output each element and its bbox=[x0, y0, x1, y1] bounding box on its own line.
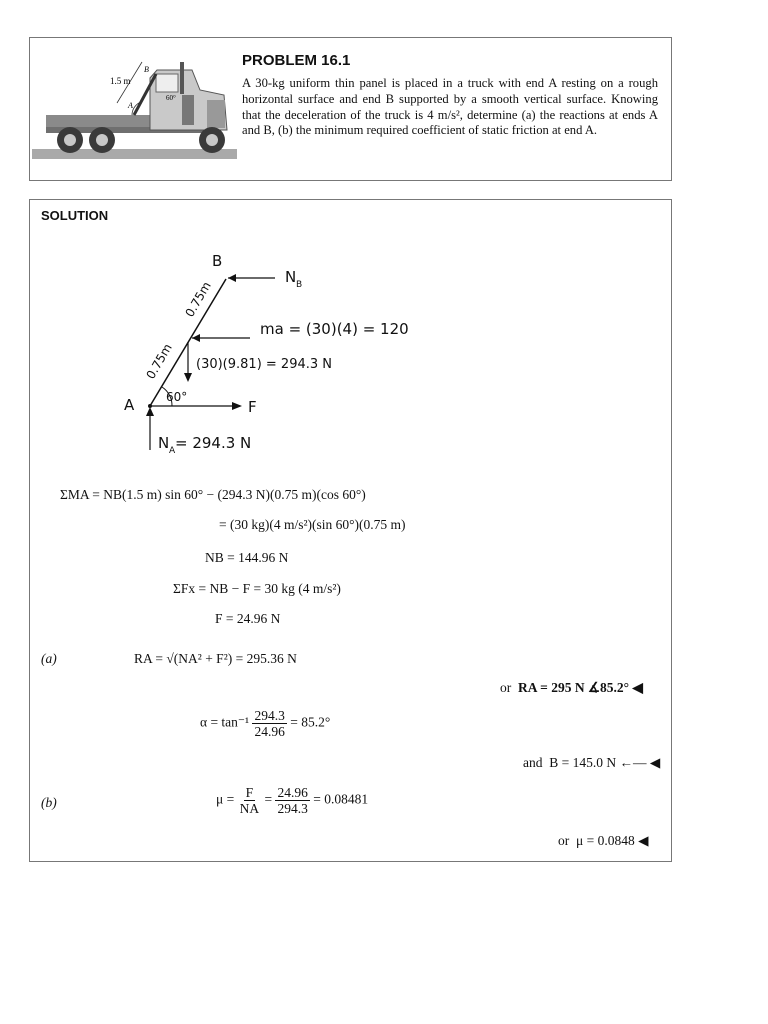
alpha-denominator: 24.96 bbox=[254, 724, 285, 739]
moment-equation-line2: = (30 kg)(4 m/s²)(sin 60°)(0.75 m) bbox=[219, 517, 406, 532]
fbd-lower-length: 0.75m bbox=[143, 341, 175, 382]
fbd-na-sub: A bbox=[169, 446, 176, 456]
moment-equation-line1: ΣMA = NB(1.5 m) sin 60° − (294.3 N)(0.75 m)(cos 60°) bbox=[60, 487, 366, 502]
b-answer-prefix: and bbox=[523, 755, 543, 770]
mu-numerator-1: F bbox=[245, 785, 254, 800]
ra-answer-prefix: or bbox=[500, 680, 512, 695]
alpha-fraction bbox=[252, 708, 286, 739]
f-result: F = 24.96 N bbox=[215, 611, 281, 626]
ra-answer: RA = 295 N ∡85.2° ◀ bbox=[518, 680, 643, 695]
nb-result: NB = 144.96 N bbox=[205, 550, 289, 565]
b-answer: B = 145.0 N ←— ◀ bbox=[549, 755, 661, 770]
solution-box bbox=[29, 199, 672, 862]
point-a-label: A bbox=[128, 101, 133, 110]
alpha-equation bbox=[200, 708, 330, 739]
ra-answer-line bbox=[500, 680, 643, 696]
b-answer-line bbox=[523, 755, 660, 771]
fbd-upper-length: 0.75m bbox=[182, 279, 214, 320]
mu-answer-prefix: or bbox=[558, 833, 570, 848]
free-body-diagram bbox=[110, 240, 490, 470]
mu-fraction-2 bbox=[275, 785, 309, 816]
mu-equation bbox=[216, 785, 368, 816]
alpha-rhs: = 85.2° bbox=[290, 714, 331, 730]
point-b-label: B bbox=[144, 65, 149, 74]
fbd-ma-label: ma = (30)(4) = 120 bbox=[260, 320, 409, 338]
mu-lhs: μ = bbox=[216, 791, 235, 807]
fbd-nb-sub: B bbox=[296, 280, 303, 290]
fbd-point-a: A bbox=[124, 396, 135, 414]
mu-rhs: = 0.08481 bbox=[313, 791, 369, 807]
problem-box bbox=[29, 37, 672, 181]
fbd-weight-label: (30)(9.81) = 294.3 N bbox=[196, 357, 333, 372]
length-label: 1.5 m bbox=[110, 76, 131, 86]
force-x-equation: ΣFx = NB − F = 30 kg (4 m/s²) bbox=[173, 581, 341, 596]
mu-denominator-1: NA bbox=[239, 801, 260, 816]
fbd-nb-label: N bbox=[285, 268, 297, 286]
ra-equation: RA = √(NA² + F²) = 295.36 N bbox=[134, 651, 297, 666]
solution-title: SOLUTION bbox=[41, 208, 109, 223]
part-b-label: (b) bbox=[41, 795, 57, 810]
fbd-na-label: N bbox=[158, 434, 170, 452]
problem-statement: A 30-kg uniform thin panel is placed in a truck with end A resting on a rough horizontal surface and end B supported by a smooth vertical surface. Knowing that the deceleration of the truck is 4 m/s², determine (a) the reactions at ends A and B, (b) the minimum required coefficient of static friction at end A. bbox=[242, 76, 658, 138]
mu-equals: = bbox=[264, 791, 273, 807]
fbd-angle-label: 60° bbox=[166, 390, 188, 404]
fbd-f-label: F bbox=[248, 398, 257, 416]
truck-figure bbox=[32, 40, 237, 165]
fbd-na-value: = 294.3 N bbox=[175, 434, 252, 452]
part-a-label: (a) bbox=[41, 651, 57, 666]
mu-denominator-2: 294.3 bbox=[277, 801, 308, 816]
mu-answer-line bbox=[558, 833, 648, 849]
alpha-lhs: α = tan⁻¹ bbox=[200, 714, 250, 730]
fbd-point-b: B bbox=[212, 252, 223, 270]
mu-numerator-2: 24.96 bbox=[277, 785, 308, 800]
problem-title: PROBLEM 16.1 bbox=[242, 52, 351, 69]
alpha-numerator: 294.3 bbox=[254, 708, 285, 723]
angle-label: 60° bbox=[166, 94, 176, 102]
mu-fraction-1 bbox=[238, 785, 262, 816]
mu-answer: μ = 0.0848 ◀ bbox=[576, 833, 649, 848]
